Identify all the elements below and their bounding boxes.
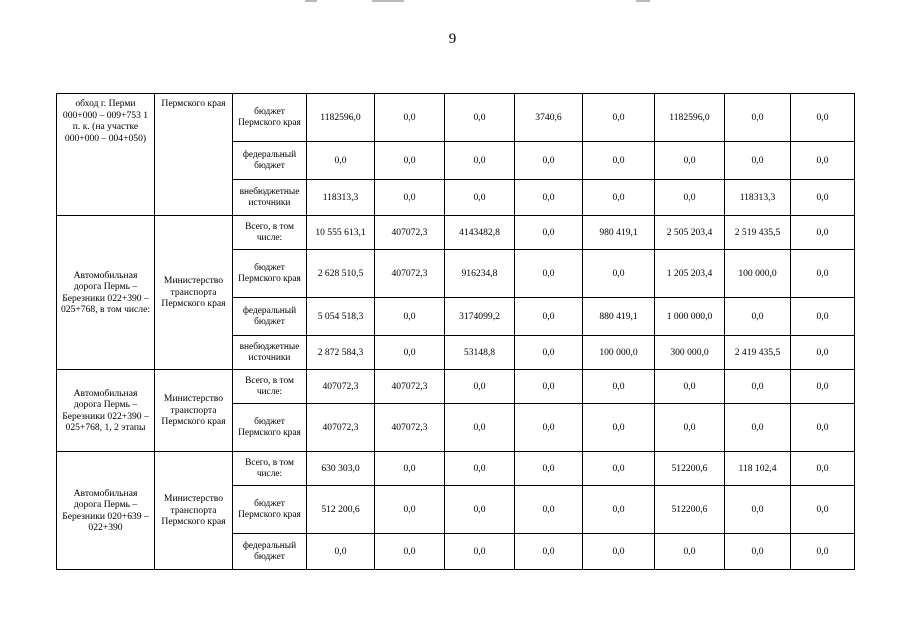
amount-cell: 2 419 435,5 [725, 336, 791, 370]
amount-cell: 0,0 [791, 250, 855, 298]
amount-cell: 118313,3 [725, 180, 791, 216]
amount-cell: 0,0 [791, 216, 855, 250]
table-row [57, 452, 855, 486]
amount-cell: 0,0 [791, 404, 855, 452]
amount-cell: 0,0 [445, 370, 515, 404]
object-name-cell: Автомобильная дорога Пермь – Березники 020+639 – 022+390 [57, 452, 155, 570]
amount-cell: 0,0 [307, 534, 375, 570]
object-name-cell: Автомобильная дорога Пермь – Березники 022+390 – 025+768, в том числе: [57, 216, 155, 370]
amount-cell: 0,0 [515, 180, 583, 216]
amount-cell: 0,0 [583, 180, 655, 216]
funding-source-cell: бюджет Пермского края [233, 486, 307, 534]
amount-cell: 0,0 [583, 486, 655, 534]
funding-source-cell: федеральный бюджет [233, 142, 307, 180]
amount-cell: 407072,3 [307, 404, 375, 452]
funding-source-cell: бюджет Пермского края [233, 404, 307, 452]
amount-cell: 3740,6 [515, 94, 583, 142]
amount-cell: 0,0 [791, 94, 855, 142]
amount-cell: 0,0 [791, 298, 855, 336]
top-edge-mark [372, 0, 404, 2]
amount-cell: 0,0 [583, 404, 655, 452]
amount-cell: 2 505 203,4 [655, 216, 725, 250]
funding-source-cell: Всего, в том числе: [233, 370, 307, 404]
amount-cell: 0,0 [445, 142, 515, 180]
funding-source-cell: федеральный бюджет [233, 298, 307, 336]
amount-cell: 0,0 [515, 216, 583, 250]
amount-cell: 0,0 [583, 142, 655, 180]
top-edge-mark [305, 0, 317, 2]
amount-cell: 0,0 [791, 142, 855, 180]
amount-cell: 512 200,6 [307, 486, 375, 534]
amount-cell: 0,0 [375, 452, 445, 486]
amount-cell: 118313,3 [307, 180, 375, 216]
amount-cell: 0,0 [515, 534, 583, 570]
amount-cell: 118 102,4 [725, 452, 791, 486]
amount-cell: 0,0 [583, 94, 655, 142]
amount-cell: 0,0 [725, 486, 791, 534]
amount-cell: 0,0 [725, 404, 791, 452]
amount-cell: 0,0 [307, 142, 375, 180]
amount-cell: 0,0 [445, 534, 515, 570]
amount-cell: 0,0 [515, 336, 583, 370]
funding-source-cell: Всего, в том числе: [233, 452, 307, 486]
amount-cell: 0,0 [583, 534, 655, 570]
table-row [57, 94, 855, 142]
object-name-cell: Автомобильная дорога Пермь – Березники 022+390 – 025+768, 1, 2 этапы [57, 370, 155, 452]
amount-cell: 0,0 [515, 486, 583, 534]
amount-cell: 0,0 [375, 298, 445, 336]
amount-cell: 0,0 [375, 336, 445, 370]
amount-cell: 2 872 584,3 [307, 336, 375, 370]
amount-cell: 1182596,0 [307, 94, 375, 142]
amount-cell: 0,0 [375, 94, 445, 142]
funding-source-cell: внебюджетные источники [233, 336, 307, 370]
amount-cell: 3174099,2 [445, 298, 515, 336]
amount-cell: 0,0 [791, 180, 855, 216]
amount-cell: 0,0 [791, 452, 855, 486]
amount-cell: 0,0 [655, 534, 725, 570]
amount-cell: 0,0 [515, 452, 583, 486]
amount-cell: 0,0 [375, 534, 445, 570]
amount-cell: 0,0 [791, 370, 855, 404]
funding-source-cell: бюджет Пермского края [233, 94, 307, 142]
amount-cell: 407072,3 [307, 370, 375, 404]
amount-cell: 0,0 [791, 336, 855, 370]
amount-cell: 0,0 [725, 370, 791, 404]
amount-cell: 0,0 [725, 298, 791, 336]
amount-cell: 980 419,1 [583, 216, 655, 250]
amount-cell: 0,0 [445, 486, 515, 534]
amount-cell: 0,0 [515, 404, 583, 452]
budget-table [56, 93, 855, 570]
amount-cell: 2 628 510,5 [307, 250, 375, 298]
top-edge-mark [636, 0, 650, 2]
amount-cell: 53148,8 [445, 336, 515, 370]
amount-cell: 407072,3 [375, 370, 445, 404]
amount-cell: 0,0 [791, 486, 855, 534]
amount-cell: 0,0 [655, 180, 725, 216]
amount-cell: 880 419,1 [583, 298, 655, 336]
amount-cell: 1182596,0 [655, 94, 725, 142]
amount-cell: 0,0 [515, 298, 583, 336]
amount-cell: 300 000,0 [655, 336, 725, 370]
amount-cell: 630 303,0 [307, 452, 375, 486]
amount-cell: 100 000,0 [725, 250, 791, 298]
amount-cell: 0,0 [515, 142, 583, 180]
amount-cell: 1 000 000,0 [655, 298, 725, 336]
amount-cell: 0,0 [375, 142, 445, 180]
amount-cell: 0,0 [375, 486, 445, 534]
executor-cell: Министерство транспорта Пермского края [155, 216, 233, 370]
executor-cell: Министерство транспорта Пермского края [155, 370, 233, 452]
amount-cell: 5 054 518,3 [307, 298, 375, 336]
amount-cell: 0,0 [583, 370, 655, 404]
amount-cell: 0,0 [655, 370, 725, 404]
table-row [57, 216, 855, 250]
amount-cell: 0,0 [445, 180, 515, 216]
amount-cell: 1 205 203,4 [655, 250, 725, 298]
amount-cell: 0,0 [655, 142, 725, 180]
funding-source-cell: внебюджетные источники [233, 180, 307, 216]
amount-cell: 916234,8 [445, 250, 515, 298]
amount-cell: 0,0 [583, 452, 655, 486]
amount-cell: 0,0 [375, 180, 445, 216]
funding-source-cell: бюджет Пермского края [233, 250, 307, 298]
amount-cell: 512200,6 [655, 452, 725, 486]
executor-cell: Министерство транспорта Пермского края [155, 452, 233, 570]
funding-source-cell: федеральный бюджет [233, 534, 307, 570]
amount-cell: 0,0 [655, 404, 725, 452]
amount-cell: 0,0 [791, 534, 855, 570]
page-number: 9 [448, 31, 457, 47]
executor-cell: Пермского края [155, 94, 233, 216]
amount-cell: 2 519 435,5 [725, 216, 791, 250]
amount-cell: 10 555 613,1 [307, 216, 375, 250]
amount-cell: 4143482,8 [445, 216, 515, 250]
amount-cell: 0,0 [725, 94, 791, 142]
amount-cell: 512200,6 [655, 486, 725, 534]
amount-cell: 0,0 [515, 370, 583, 404]
funding-source-cell: Всего, в том числе: [233, 216, 307, 250]
amount-cell: 0,0 [445, 452, 515, 486]
amount-cell: 0,0 [445, 94, 515, 142]
amount-cell: 0,0 [515, 250, 583, 298]
amount-cell: 0,0 [583, 250, 655, 298]
table-row [57, 370, 855, 404]
amount-cell: 407072,3 [375, 250, 445, 298]
amount-cell: 0,0 [725, 534, 791, 570]
amount-cell: 0,0 [445, 404, 515, 452]
object-name-cell: обход г. Перми 000+000 – 009+753 1 п. к. (на участке 000+000 – 004+050) [57, 94, 155, 216]
amount-cell: 407072,3 [375, 216, 445, 250]
amount-cell: 0,0 [725, 142, 791, 180]
amount-cell: 407072,3 [375, 404, 445, 452]
amount-cell: 100 000,0 [583, 336, 655, 370]
